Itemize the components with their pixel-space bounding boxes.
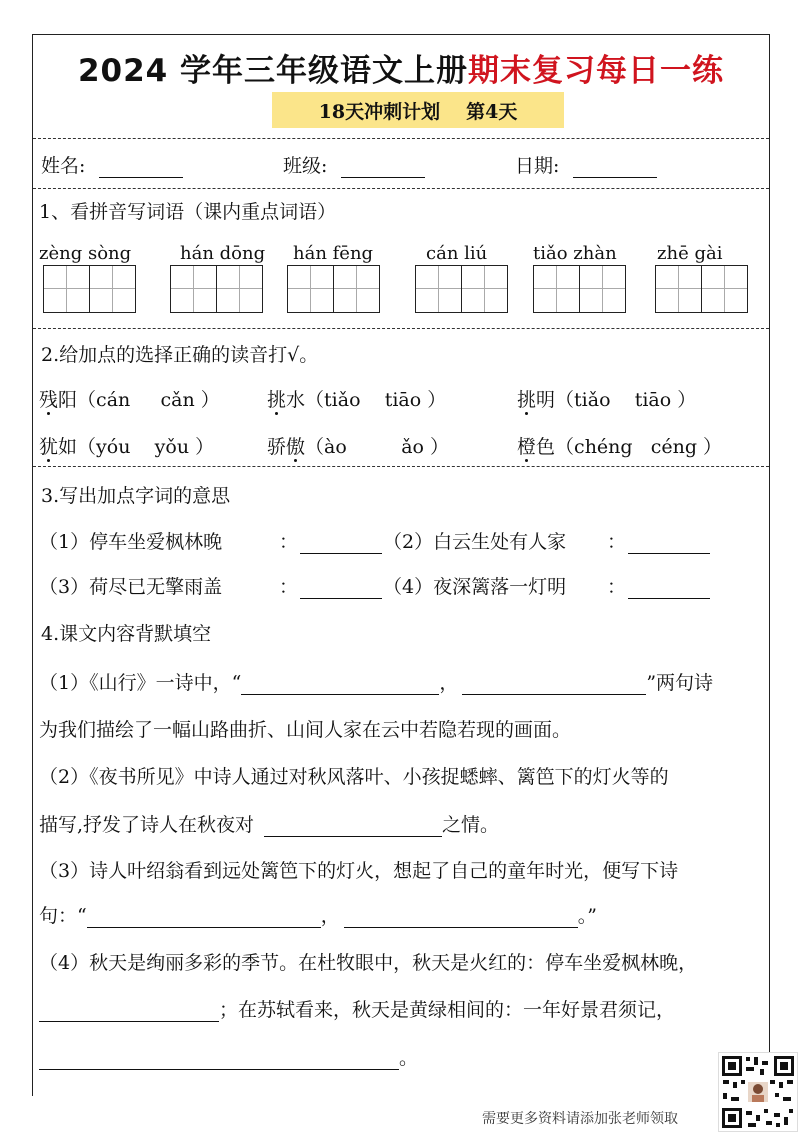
q3-answer[interactable] bbox=[607, 572, 710, 599]
colon: ： bbox=[607, 576, 627, 598]
q4-line[interactable] bbox=[39, 810, 499, 837]
writing-grid[interactable] bbox=[533, 265, 624, 315]
word-char: 骄 bbox=[267, 436, 287, 458]
item-number: （1） bbox=[39, 531, 90, 553]
q4-line: 为我们描绘了一幅山路曲折、山间人家在云中若隐若现的画面。 bbox=[39, 719, 572, 741]
answer-blank[interactable] bbox=[39, 1001, 219, 1022]
answer-blank[interactable] bbox=[87, 907, 321, 928]
plan-banner bbox=[272, 92, 564, 128]
pinyin-5: tiǎo zhàn bbox=[533, 243, 617, 264]
title-main: 2024 学年三年级语文上册 bbox=[77, 53, 469, 89]
option-b[interactable]: céng bbox=[650, 436, 697, 458]
grid-cell[interactable] bbox=[579, 265, 626, 313]
comma: ， bbox=[439, 672, 459, 694]
plan-label: 18天冲刺计划 bbox=[318, 100, 441, 123]
dotted-char: 挑 bbox=[517, 389, 537, 411]
item-text: 白云生处有人家 bbox=[433, 531, 567, 553]
dotted-char: 残 bbox=[39, 389, 59, 411]
page-title bbox=[33, 45, 769, 90]
q3-item bbox=[383, 527, 566, 554]
writing-grid[interactable] bbox=[287, 265, 378, 315]
qr-code[interactable] bbox=[718, 1052, 798, 1132]
q3-answer[interactable] bbox=[279, 572, 382, 599]
grid-cell[interactable] bbox=[89, 265, 136, 313]
answer-blank[interactable] bbox=[344, 907, 578, 928]
q4-line[interactable] bbox=[39, 901, 597, 928]
prompt-text: 。 bbox=[399, 1047, 419, 1069]
option-a[interactable]: chéng bbox=[574, 436, 633, 458]
grid-cell[interactable] bbox=[287, 265, 334, 313]
title-highlight: 期末复习每日一练 bbox=[468, 53, 725, 89]
option-b[interactable]: yǒu bbox=[154, 436, 190, 458]
writing-grid[interactable] bbox=[415, 265, 506, 315]
dotted-char: 橙 bbox=[517, 436, 537, 458]
pinyin-6: zhē gài bbox=[657, 243, 723, 264]
grid-cell[interactable] bbox=[216, 265, 263, 313]
class-field[interactable] bbox=[283, 151, 425, 178]
prompt-text: 之情。 bbox=[442, 814, 500, 836]
divider bbox=[33, 188, 769, 189]
name-label: 姓名: bbox=[41, 155, 86, 177]
answer-blank[interactable] bbox=[462, 674, 646, 695]
answer-blank[interactable] bbox=[628, 533, 710, 554]
date-blank[interactable] bbox=[573, 157, 657, 178]
item-number: （4） bbox=[383, 576, 434, 598]
option-b[interactable]: tiāo bbox=[384, 389, 422, 411]
q2-item[interactable]: 橙色（chéng céng ） bbox=[517, 436, 723, 458]
q2-item[interactable]: 残阳（cán cǎn ） bbox=[39, 389, 220, 411]
grid-cell[interactable] bbox=[333, 265, 380, 313]
q2-item[interactable]: 骄傲（ào ǎo ） bbox=[267, 436, 450, 458]
qr-code-icon bbox=[719, 1053, 797, 1131]
grid-cell[interactable] bbox=[655, 265, 702, 313]
pinyin-3: hán fēng bbox=[293, 243, 374, 264]
q4-line[interactable] bbox=[39, 1043, 418, 1070]
name-field[interactable] bbox=[41, 151, 183, 178]
q2-title: 2.给加点的选择正确的读音打√。 bbox=[41, 344, 319, 366]
q2-item[interactable]: 挑水（tiǎo tiāo ） bbox=[267, 389, 447, 411]
worksheet bbox=[32, 34, 770, 1096]
item-text: 夜深篱落一灯明 bbox=[433, 576, 567, 598]
pinyin-2: hán dōng bbox=[180, 243, 266, 264]
answer-blank[interactable] bbox=[300, 578, 382, 599]
grid-cell[interactable] bbox=[170, 265, 217, 313]
item-number: （3） bbox=[39, 576, 90, 598]
date-field[interactable] bbox=[515, 151, 657, 178]
item-text: 停车坐爱枫林晚 bbox=[89, 531, 223, 553]
option-a[interactable]: yóu bbox=[96, 436, 131, 458]
class-label: 班级: bbox=[283, 155, 328, 177]
q4-line: （4）秋天是绚丽多彩的季节。在杜牧眼中，秋天是火红的：停车坐爱枫林晚， bbox=[39, 952, 698, 974]
comma: ， bbox=[320, 905, 340, 927]
dotted-char: 挑 bbox=[267, 389, 287, 411]
word-char: 阳 bbox=[58, 389, 78, 411]
q2-item[interactable]: 挑明（tiǎo tiāo ） bbox=[517, 389, 697, 411]
grid-cell[interactable] bbox=[43, 265, 90, 313]
day-label: 第4天 bbox=[466, 100, 518, 123]
writing-grid[interactable] bbox=[170, 265, 261, 315]
prompt-text: 句：“ bbox=[39, 905, 87, 927]
prompt-text: ”两句诗 bbox=[646, 672, 714, 694]
answer-blank[interactable] bbox=[39, 1049, 399, 1070]
divider bbox=[33, 466, 769, 467]
date-label: 日期: bbox=[515, 155, 560, 177]
q4-line[interactable] bbox=[39, 995, 675, 1022]
grid-cell[interactable] bbox=[533, 265, 580, 313]
colon: ： bbox=[279, 576, 299, 598]
answer-blank[interactable] bbox=[300, 533, 382, 554]
colon: ： bbox=[607, 531, 627, 553]
option-a[interactable]: ào bbox=[324, 436, 347, 458]
q3-answer[interactable] bbox=[279, 527, 382, 554]
word-char: 水 bbox=[286, 389, 306, 411]
word-char: 色 bbox=[536, 436, 556, 458]
option-b[interactable]: ǎo bbox=[401, 436, 424, 458]
q3-title: 3.写出加点字词的意思 bbox=[41, 485, 231, 507]
answer-blank[interactable] bbox=[241, 674, 439, 695]
name-blank[interactable] bbox=[99, 157, 183, 178]
pinyin-1: zèng sòng bbox=[39, 243, 132, 264]
grid-cell[interactable] bbox=[415, 265, 462, 313]
divider bbox=[33, 328, 769, 329]
option-a[interactable]: cán bbox=[96, 389, 131, 411]
colon: ： bbox=[279, 531, 299, 553]
dotted-char: 犹 bbox=[39, 436, 59, 458]
dotted-char: 傲 bbox=[286, 436, 306, 458]
prompt-text: （1）《山行》一诗中，“ bbox=[39, 672, 242, 694]
prompt-text: ；在苏轼看来，秋天是黄绿相间的：一年好景君须记， bbox=[219, 999, 676, 1021]
q3-item bbox=[39, 527, 222, 554]
grid-cell[interactable] bbox=[461, 265, 508, 313]
q3-item bbox=[39, 572, 222, 599]
pinyin-4: cán liú bbox=[426, 243, 488, 264]
prompt-text: 描写,抒发了诗人在秋夜对 bbox=[39, 814, 255, 836]
word-char: 如 bbox=[58, 436, 78, 458]
writing-grid[interactable] bbox=[43, 265, 134, 315]
grid-cell[interactable] bbox=[701, 265, 748, 313]
answer-blank[interactable] bbox=[264, 816, 442, 837]
option-a[interactable]: tiǎo bbox=[324, 389, 361, 411]
option-a[interactable]: tiǎo bbox=[574, 389, 611, 411]
word-char: 明 bbox=[536, 389, 556, 411]
option-b[interactable]: cǎn bbox=[160, 389, 195, 411]
prompt-text: 。” bbox=[577, 905, 597, 927]
q4-title: 4.课文内容背默填空 bbox=[41, 623, 212, 645]
divider bbox=[33, 138, 769, 139]
item-text: 荷尽已无擎雨盖 bbox=[89, 576, 223, 598]
q3-item bbox=[383, 572, 566, 599]
q4-line: （2）《夜书所见》中诗人通过对秋风落叶、小孩捉蟋蟀、篱笆下的灯火等的 bbox=[39, 766, 669, 788]
q3-answer[interactable] bbox=[607, 527, 710, 554]
class-blank[interactable] bbox=[341, 157, 425, 178]
footer-note: 需要更多资料请添加张老师领取 bbox=[482, 1111, 678, 1127]
answer-blank[interactable] bbox=[628, 578, 710, 599]
option-b[interactable]: tiāo bbox=[634, 389, 672, 411]
writing-grid[interactable] bbox=[655, 265, 746, 315]
q4-line[interactable] bbox=[39, 668, 713, 695]
item-number: （2） bbox=[383, 531, 434, 553]
q1-title: 1、看拼音写词语（课内重点词语） bbox=[39, 201, 337, 223]
q2-item[interactable]: 犹如（yóu yǒu ） bbox=[39, 436, 215, 458]
q4-line: （3）诗人叶绍翁看到远处篱笆下的灯火，想起了自己的童年时光，便写下诗 bbox=[39, 860, 679, 882]
